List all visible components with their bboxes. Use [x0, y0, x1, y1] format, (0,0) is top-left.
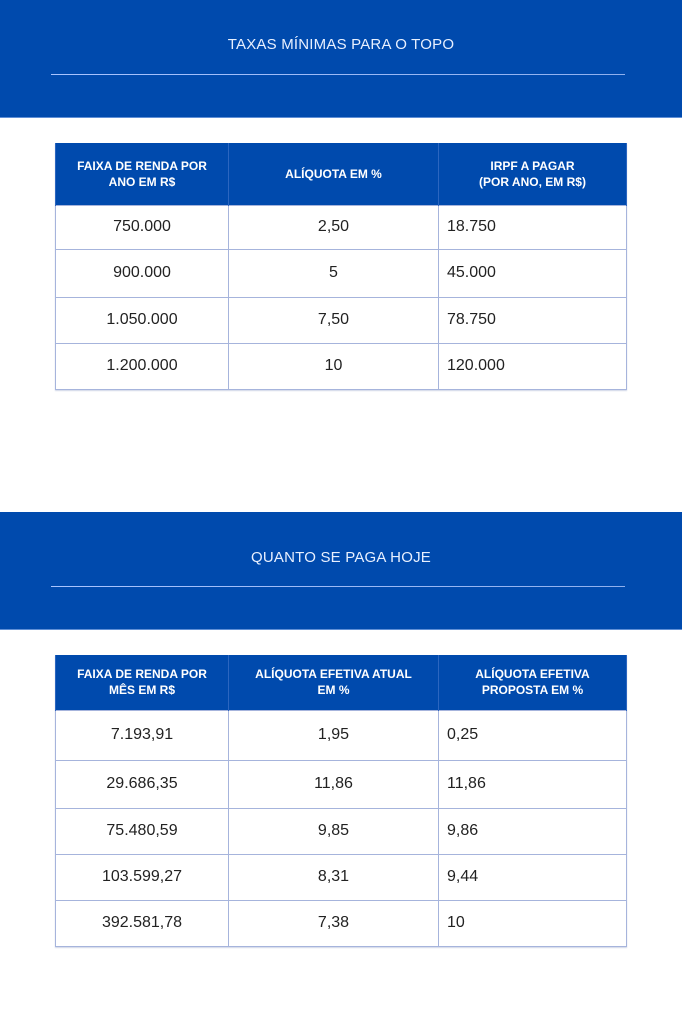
- header-rate-percent: ALÍQUOTA EM %: [229, 143, 439, 205]
- cell-irpf: 78.750: [439, 297, 627, 343]
- cell-proposed-rate: 10: [439, 900, 627, 946]
- cell-current-rate: 8,31: [229, 854, 439, 900]
- cell-income-range: 900.000: [56, 249, 229, 297]
- cell-income-range: 7.193,91: [56, 710, 229, 760]
- cell-current-rate: 11,86: [229, 760, 439, 808]
- table-header-row: [56, 143, 627, 205]
- table-row: [56, 710, 627, 760]
- effective-rates-table: [55, 655, 627, 947]
- cell-income-range: 75.480,59: [56, 808, 229, 854]
- cell-irpf: 18.750: [439, 205, 627, 249]
- cell-irpf: 45.000: [439, 249, 627, 297]
- table-header-row: [56, 655, 627, 710]
- cell-irpf: 120.000: [439, 343, 627, 389]
- table-row: [56, 900, 627, 946]
- cell-income-range: 1.050.000: [56, 297, 229, 343]
- section-title: TAXAS MÍNIMAS PARA O TOPO: [227, 36, 455, 53]
- header-proposed-effective-rate: ALÍQUOTA EFETIVA PROPOSTA EM %: [439, 655, 627, 710]
- minimum-rates-table: [55, 143, 627, 390]
- section-banner-minimum-rates: [0, 0, 682, 118]
- title-divider: [51, 74, 625, 75]
- cell-proposed-rate: 11,86: [439, 760, 627, 808]
- header-annual-income-range: FAIXA DE RENDA POR ANO EM R$: [56, 143, 229, 205]
- cell-income-range: 29.686,35: [56, 760, 229, 808]
- table-row: [56, 760, 627, 808]
- cell-income-range: 392.581,78: [56, 900, 229, 946]
- title-divider: [51, 586, 625, 587]
- cell-current-rate: 7,38: [229, 900, 439, 946]
- cell-rate: 10: [229, 343, 439, 389]
- table-row: [56, 343, 627, 389]
- header-irpf-to-pay: IRPF A PAGAR (POR ANO, EM R$): [439, 143, 627, 205]
- table-row: [56, 297, 627, 343]
- header-monthly-income-range: FAIXA DE RENDA POR MÊS EM R$: [56, 655, 229, 710]
- cell-current-rate: 1,95: [229, 710, 439, 760]
- section-banner-current-payment: [0, 512, 682, 630]
- cell-rate: 5: [229, 249, 439, 297]
- cell-proposed-rate: 9,44: [439, 854, 627, 900]
- cell-rate: 7,50: [229, 297, 439, 343]
- cell-rate: 2,50: [229, 205, 439, 249]
- table-row: [56, 854, 627, 900]
- header-current-effective-rate: ALÍQUOTA EFETIVA ATUAL EM %: [229, 655, 439, 710]
- cell-income-range: 750.000: [56, 205, 229, 249]
- cell-proposed-rate: 9,86: [439, 808, 627, 854]
- table-row: [56, 249, 627, 297]
- table-row: [56, 205, 627, 249]
- table-row: [56, 808, 627, 854]
- cell-current-rate: 9,85: [229, 808, 439, 854]
- cell-proposed-rate: 0,25: [439, 710, 627, 760]
- cell-income-range: 103.599,27: [56, 854, 229, 900]
- section-title: QUANTO SE PAGA HOJE: [251, 549, 431, 566]
- cell-income-range: 1.200.000: [56, 343, 229, 389]
